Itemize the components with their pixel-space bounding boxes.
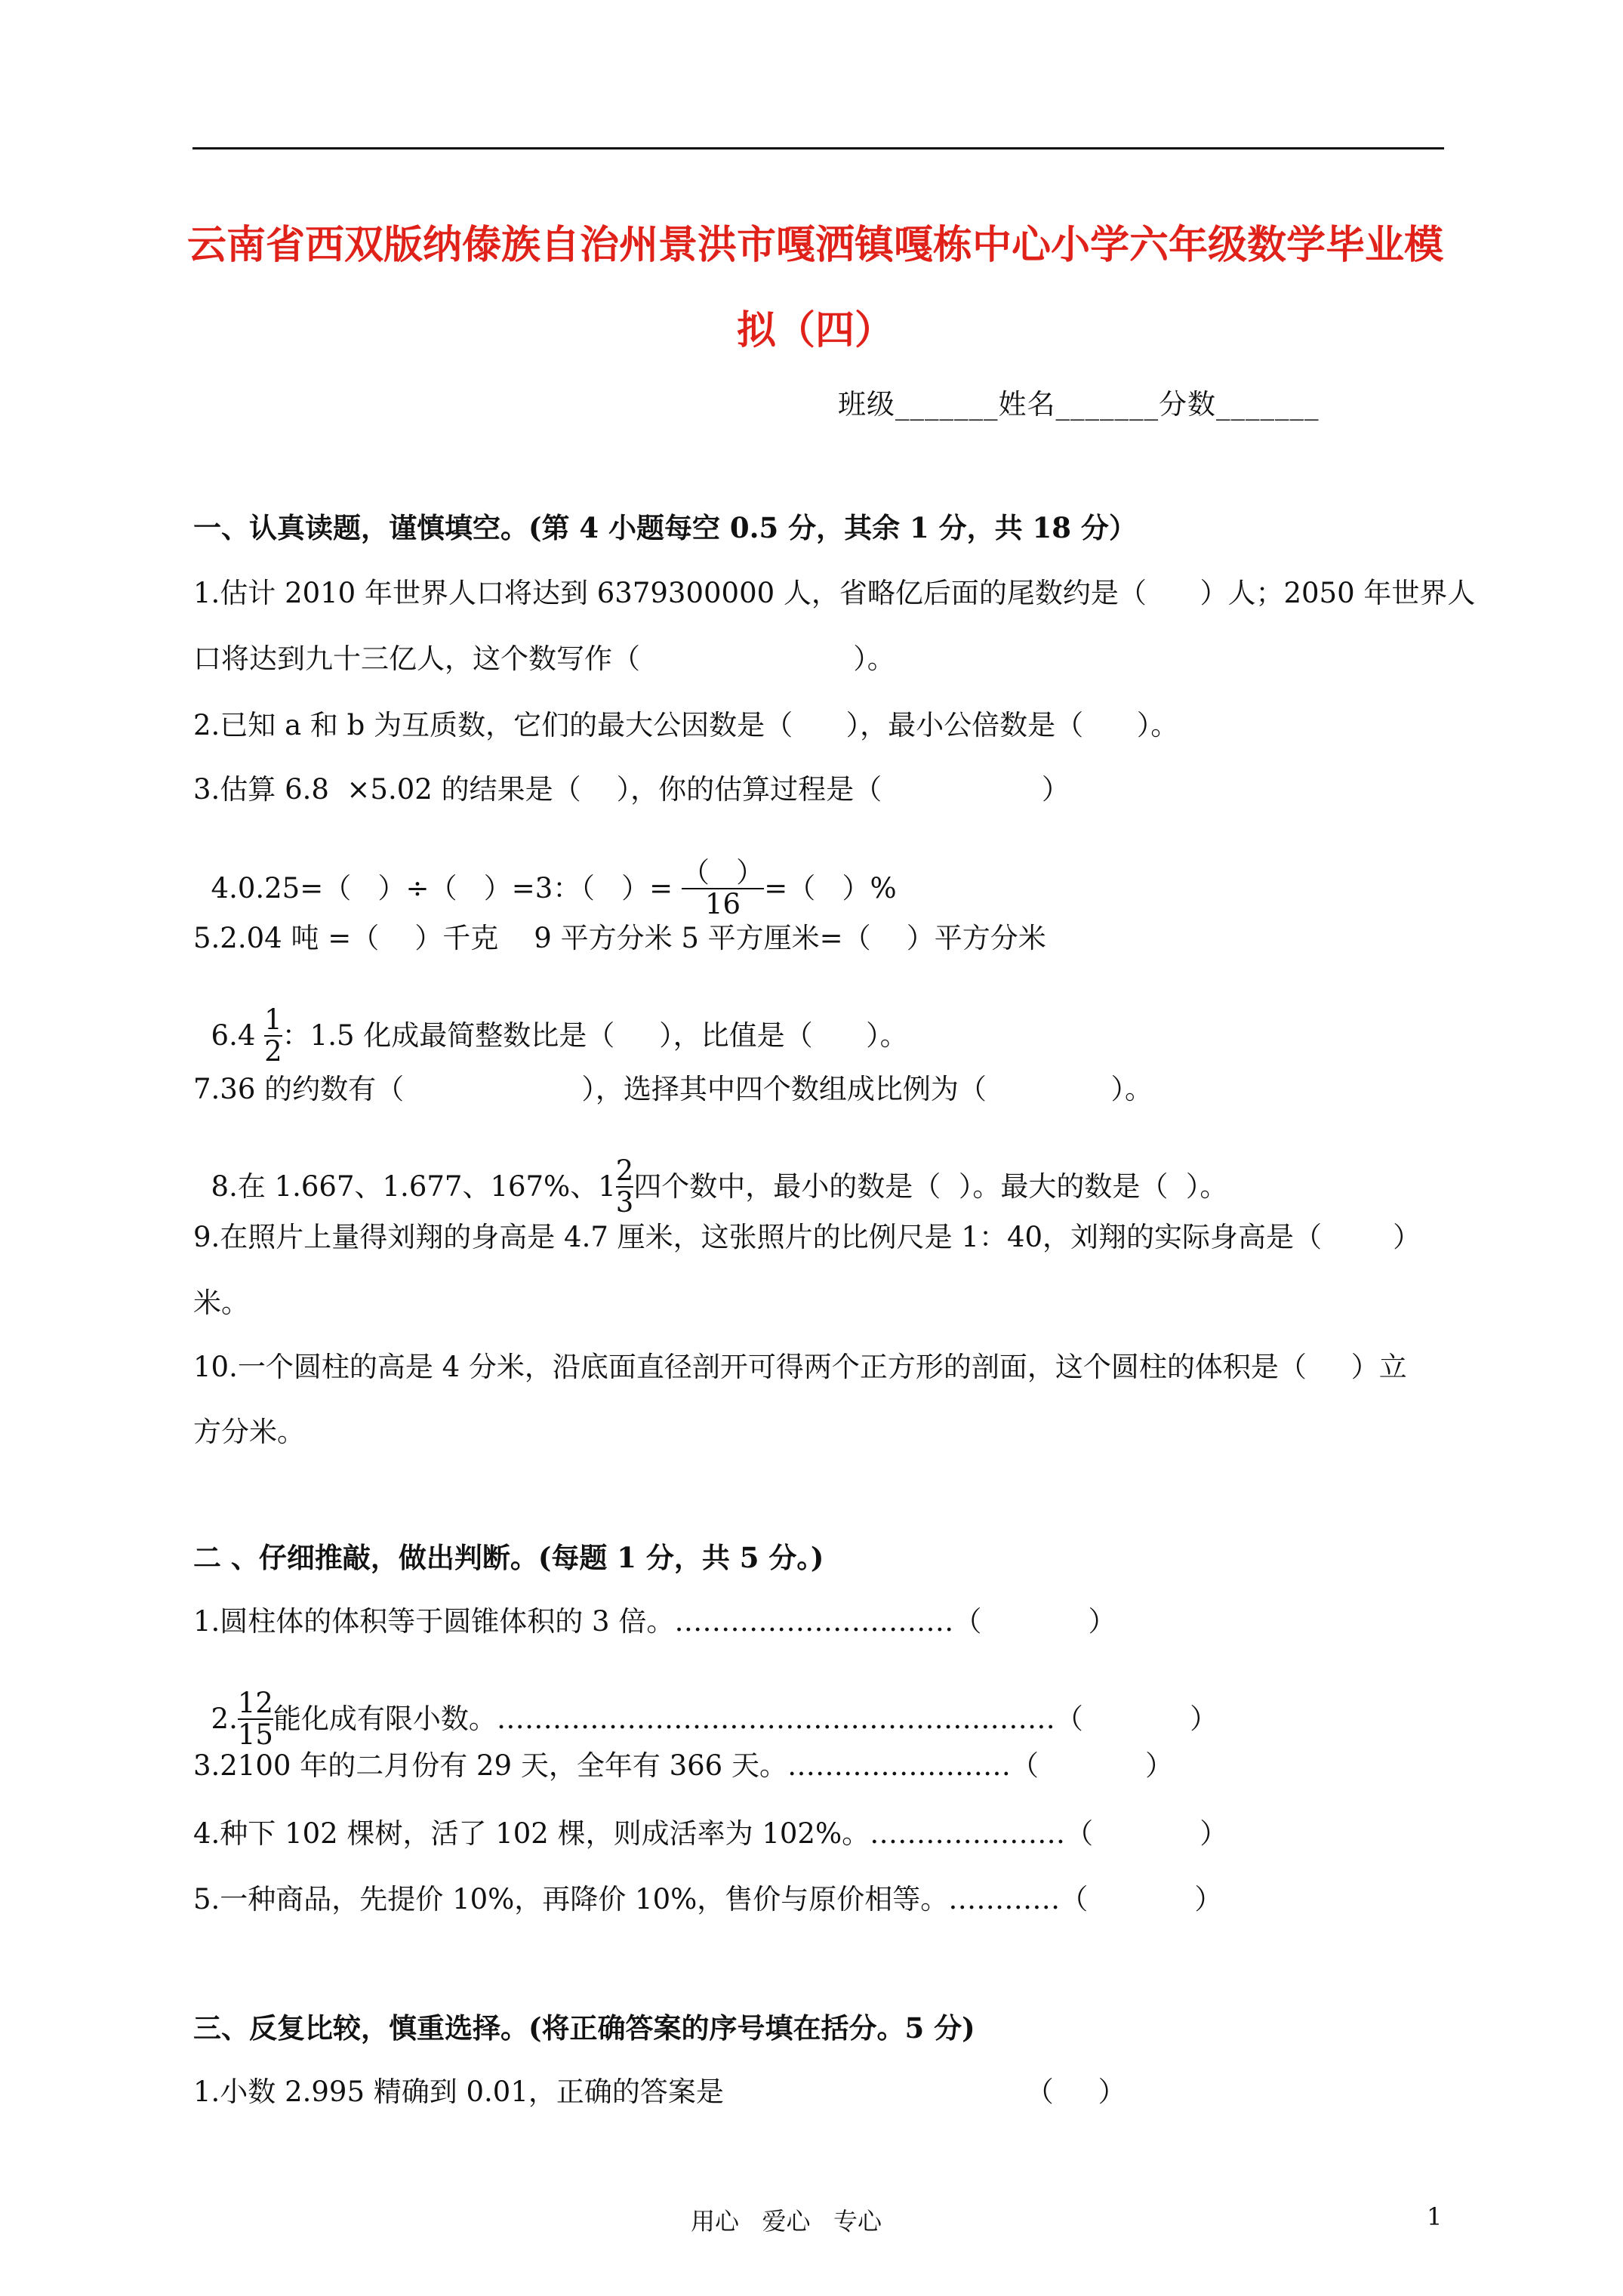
s1-q10-line2: 方分米。 [193,1416,305,1448]
s1-q6-frac-den: 2 [264,1035,282,1068]
s1-q4-suffix: =（ ）% [764,871,897,905]
s1-q4 [193,827,897,922]
s2-q2-prefix: 2. [211,1702,238,1735]
s1-q4-fraction [681,855,765,921]
s2-q2-frac-num: 12 [237,1686,273,1719]
s2-q2-frac-den: 15 [237,1718,273,1752]
s2-q5: 5.一种商品，先提价 10%，再降价 10%，售价与原价相等。…………（ ） [193,1883,1223,1915]
s1-q1-line2: 口将达到九十三亿人，这个数写作（ ）。 [193,643,895,675]
s1-q8-frac-num: 2 [615,1154,634,1187]
s2-q4: 4.种下 102 棵树，活了 102 棵，则成活率为 102%。…………………（ ） [193,1817,1228,1850]
s1-q10-line1: 10.一个圆柱的高是 4 分米，沿底面直径剖开可得两个正方形的剖面，这个圆柱的体积是（ ）立 [193,1351,1407,1383]
page-title-line2: 拟（四） [736,307,894,353]
section1-heading: 一、认真读题，谨慎填空。(第 4 小题每空 0.5 分，其余 1 分，共 18 分） [193,511,1137,544]
s1-q6 [193,974,908,1069]
s2-q1: 1.圆柱体的体积等于圆锥体积的 3 倍。…………………………（ ） [193,1605,1116,1638]
s1-q8-prefix: 8.在 1.667、1.677、167%、1 [211,1170,616,1203]
header-rule [192,147,1444,149]
s1-q8-suffix: 四个数中，最小的数是（ ）。最大的数是（ ）。 [633,1170,1228,1203]
page-title-line1: 云南省西双版纳傣族自治州景洪市嘎洒镇嘎栋中心小学六年级数学毕业模 [186,222,1443,268]
section3-heading: 三、反复比较，慎重选择。(将正确答案的序号填在括分。5 分) [193,2011,975,2045]
s2-q2 [193,1657,1218,1752]
s1-q6-suffix: ：1.5 化成最简整数比是（ ），比值是（ ）。 [282,1019,908,1052]
s1-q8-frac-den: 3 [615,1186,634,1219]
s1-q9-line2: 米。 [193,1287,249,1319]
s1-q7: 7.36 的约数有（ ），选择其中四个数组成比例为（ ）。 [193,1073,1153,1105]
s1-q3: 3.估算 6.8 ×5.02 的结果是（ ），你的估算过程是（ ） [193,773,1070,806]
student-info: 班级_______姓名_______分数_______ [838,388,1320,421]
s1-q4-frac-den: 16 [704,888,741,921]
s1-q5: 5.2.04 吨 =（ ）千克 9 平方分米 5 平方厘米=（ ）平方分米 [193,922,1046,954]
s1-q4-frac-num: （ ） [681,855,765,889]
s3-q1: 1.小数 2.995 精确到 0.01，正确的答案是 （ ） [193,2076,1126,2108]
s2-q2-suffix: 能化成有限小数。……………………………………………………（ ） [273,1702,1218,1735]
s2-q3: 3.2100 年的二月份有 29 天，全年有 366 天。……………………（ ） [193,1749,1174,1782]
s1-q6-frac-num: 1 [264,1003,282,1036]
s1-q8 [193,1125,1227,1220]
s1-q2: 2.已知 a 和 b 为互质数，它们的最大公因数是（ ），最小公倍数是（ ）。 [193,709,1179,741]
s1-q6-prefix: 6.4 [211,1019,265,1052]
s1-q6-fraction [264,1005,282,1068]
footer-motto: 用心 爱心 专心 [691,2207,882,2236]
s1-q1-line1: 1.估计 2010 年世界人口将达到 6379300000 人，省略亿后面的尾数约是（ ）人；2050 年世界人 [193,577,1476,609]
s2-q2-fraction [238,1688,273,1751]
s1-q8-fraction [616,1156,634,1219]
s1-q9-line1: 9.在照片上量得刘翔的身高是 4.7 厘米，这张照片的比例尺是 1：40，刘翔的实际身高是（ ） [193,1221,1421,1253]
page-number: 1 [1427,2202,1443,2231]
s1-q4-prefix: 4.0.25=（ ）÷（ ）=3：（ ）= [211,871,682,905]
section2-heading: 二 、仔细推敲，做出判断。(每题 1 分，共 5 分。) [193,1541,824,1574]
